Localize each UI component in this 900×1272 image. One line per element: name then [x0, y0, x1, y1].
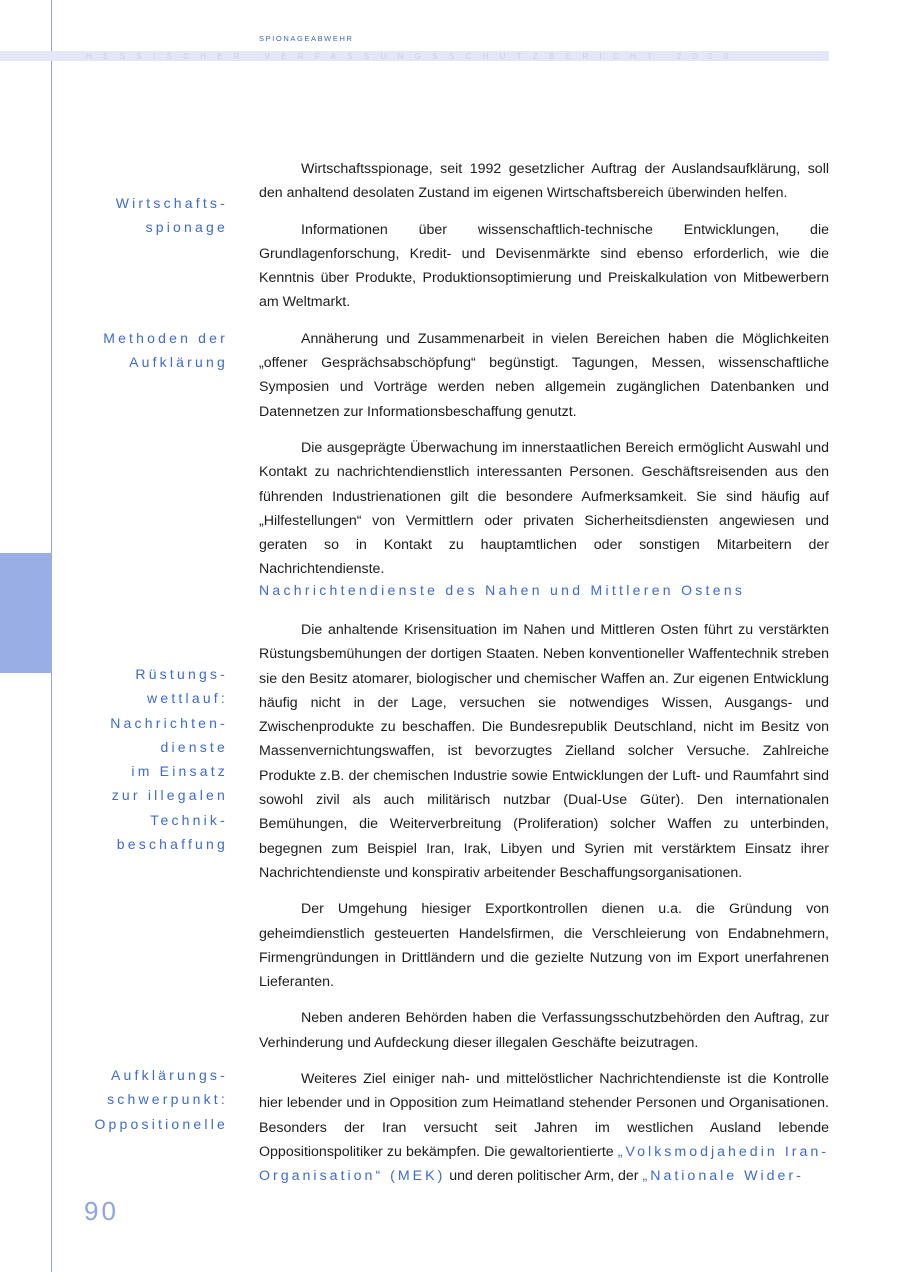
- margin-label-wirtschaftsspionage: Wirtschafts- spionage: [115, 195, 228, 236]
- paragraph: Die anhaltende Krisensituation im Nahen und Mittleren Osten führt zu verstärkten Rüstungsbemühungen der dortigen Staaten. Neben konventioneller Waffentechnik streben sie den Besitz atomarer, biologischer und chemischer Waffen an. Zur eigenen Entwicklung häufig nicht in der Lage, versuchen sie notwendiges Wissen, Ausgangs- und Zwischenprodukte zu beschaffen. Die Bundesrepublik Deutschland, nicht im Besitz von Massenvernichtungswaffen, ist bevorzugtes Zielland solcher Versuche. Zahlreiche Produkte z.B. der chemischen Industrie sowie Entwicklungen der Luft- und Raumfahrt sind sowohl zivil als auch militärisch nutzbar (Dual-Use Güter). Den internationalen Bemühungen, die Weiterverbreitung (Proliferation) solcher Waffen zu unterbinden, begegnen zum Beispiel Iran, Irak, Libyen und Syrien mit verstärktem Einsatz ihrer Nachrichtendienste und konspirativ arbeitender Beschaffungsorganisationen.: [259, 622, 829, 881]
- paragraph: Der Umgehung hiesiger Exportkontrollen dienen u.a. die Gründung von geheimdienstlich gesteuerten Handelsfirmen, die Verschleierung von Endabnehmern, Firmengründungen in Drittländern und die gezielte Nutzung von im Export unerfahrenen Lieferanten.: [259, 901, 829, 991]
- paragraph: Neben anderen Behörden haben die Verfassungsschutzbehörden den Auftrag, zur Verhinderung und Aufdeckung dieser illegalen Geschäfte beizutragen.: [259, 1010, 829, 1051]
- margin-label-aufklaerungsschwerpunkt: Aufklärungs- schwerpunkt: Oppositionelle: [94, 1067, 228, 1132]
- organisation-name: „Nationale Wider-: [642, 1168, 804, 1185]
- body-section-2: [259, 618, 829, 1189]
- body-section-1: [259, 157, 829, 582]
- running-title: SPIONAGEABWEHR: [259, 34, 354, 43]
- paragraph: Die ausgeprägte Überwachung im innerstaatlichen Bereich ermöglicht Auswahl und Kontakt zu nachrichtendienstlich interessanten Personen. Geschäftsreisenden aus den führenden Industrienationen gilt die besondere Aufmerksamkeit. Sie sind häufig auf „Hilfestellungen“ von Vermittlern oder privaten Sicherheitsdiensten angewiesen und geraten so in Kontakt zu hauptamtlichen oder sonstigen Mitarbeitern der Nachrichtendienste.: [259, 439, 829, 578]
- header-band-text: HESSISCHER VERFASSUNGSSCHUTZBERICHT 2000: [86, 52, 740, 61]
- margin-label-methoden: Methoden der Aufklärung: [103, 330, 228, 371]
- organisation-name: „Volksmodjahedin Iran-Organisation“ (MEK): [259, 1143, 829, 1185]
- paragraph: Wirtschaftsspionage, seit 1992 gesetzlicher Auftrag der Auslandsaufklärung, soll den anhaltend desolaten Zustand im eigenen Wirtschaftsbereich überwinden helfen.: [259, 161, 829, 202]
- margin-label-ruestungswettlauf: Rüstungs- wettlauf: Nachrichten- dienste im Einsatz zur illegalen Technik- beschaffung: [110, 666, 228, 853]
- paragraph: Weiteres Ziel einiger nah- und mittelöstlicher Nachrichtendienste ist die Kontrolle hier lebender und in Opposition zum Heimatland stehender Personen und Organisationen. Besonders der Iran versucht seit Jahren im westlichen Ausland lebende Oppositionspolitiker zu bekämpfen. Die gewaltorientierte „Volksmodjahedin Iran-Organisation“ (MEK) und deren politischer Arm, der „Nationale Wider-: [259, 1071, 829, 1185]
- page-number: 90: [84, 1196, 119, 1226]
- chapter-tab-marker: [0, 553, 52, 673]
- paragraph: Annäherung und Zusammenarbeit in vielen Bereichen haben die Möglichkeiten „offener Gesprächsabschöpfung“ begünstigt. Tagungen, Messen, wissenschaftliche Symposien und Vorträge werden neben allgemein zugänglichen Datenbanken und Datennetzen zur Informationsbeschaffung genutzt.: [259, 330, 829, 420]
- section-heading: Nachrichtendienste des Nahen und Mittleren Ostens: [259, 582, 746, 598]
- paragraph: Informationen über wissenschaftlich-technische Entwicklungen, die Grundlagenforschung, Kredit- und Devisenmärkte sind ebenso erforderlich, wie die Kenntnis über Produkte, Produktionsoptimierung und Preiskalkulation von Mitbewerbern am Weltmarkt.: [259, 221, 829, 311]
